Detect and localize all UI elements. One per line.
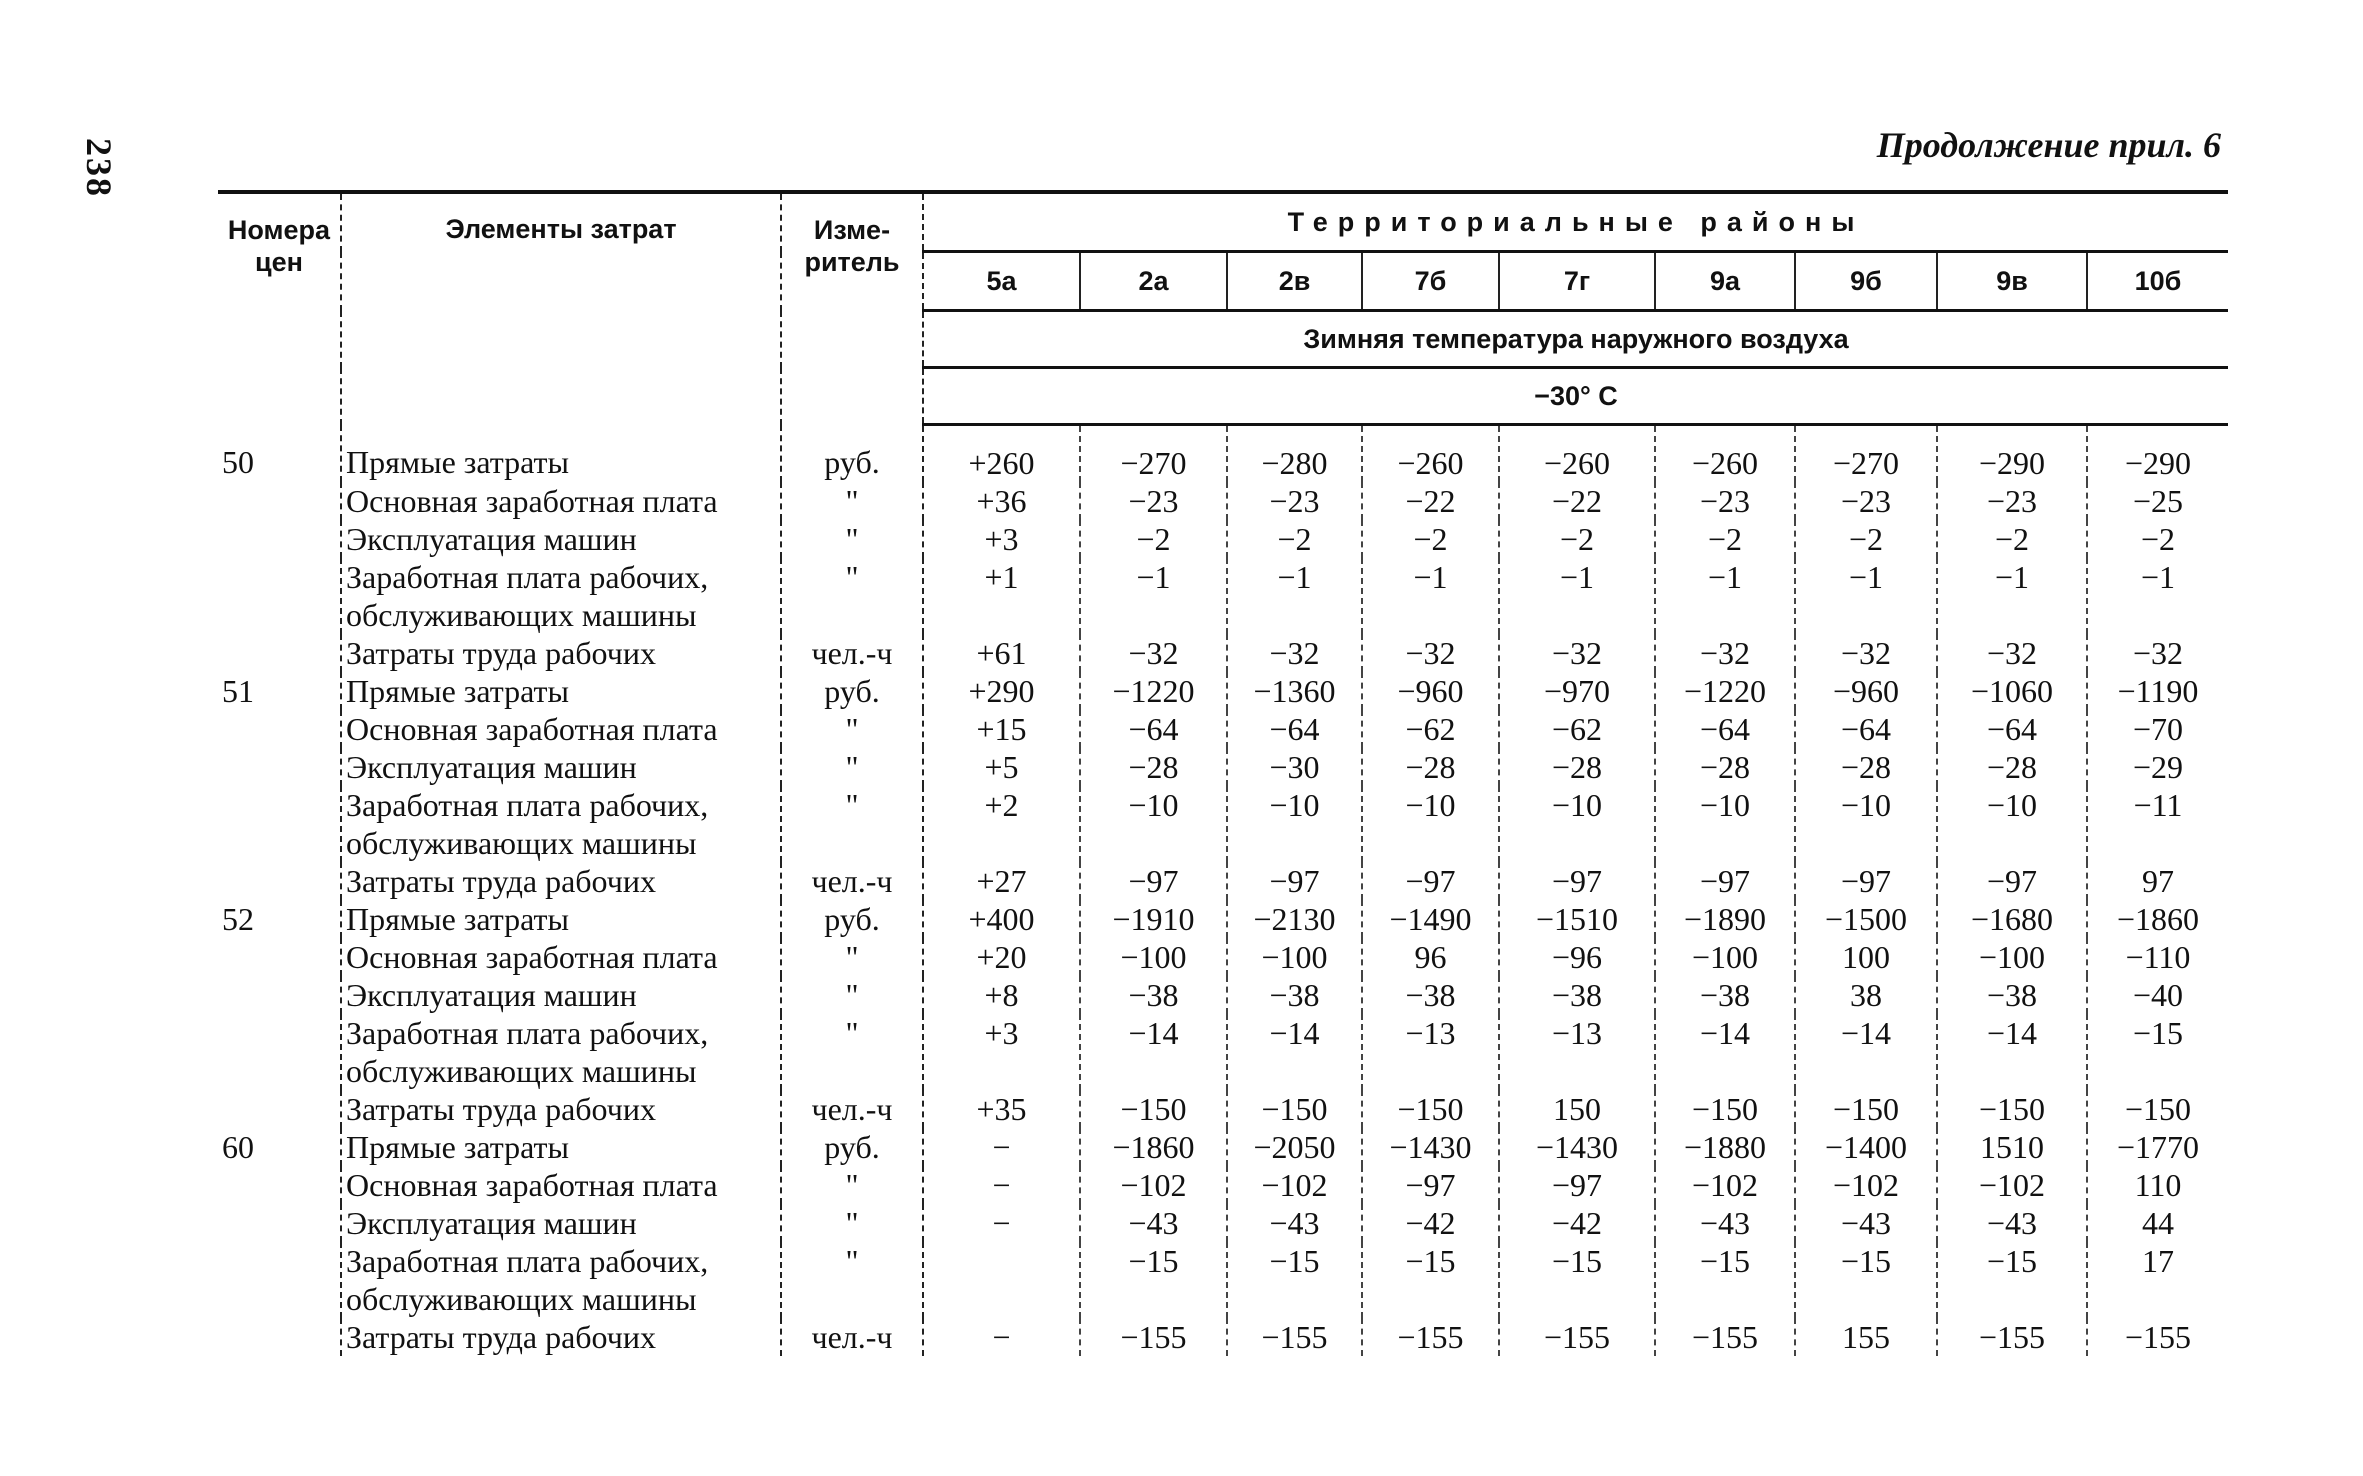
value-cell: −64 — [1080, 710, 1227, 748]
value-cell: 110 — [2134, 1167, 2182, 1203]
value-cell: −2 — [1362, 520, 1499, 558]
value-cell: −1 — [1499, 558, 1655, 634]
value-cell: − — [923, 1204, 1080, 1242]
value-cell: −43 — [1937, 1204, 2087, 1242]
value-cell: −150 — [1080, 1090, 1227, 1128]
value-cell: −32 — [1362, 634, 1499, 672]
value-cell: −30 — [1227, 748, 1362, 786]
value-cell: −102 — [1227, 1166, 1362, 1204]
value-cell: −22 — [1499, 482, 1655, 520]
value-cell: −14 — [1227, 1014, 1362, 1090]
price-number-cell — [218, 976, 341, 1014]
value-cell: −100 — [1937, 938, 2087, 976]
price-number-cell — [218, 1166, 341, 1204]
unit-cell: чел.-ч — [781, 1318, 923, 1356]
cost-table — [218, 190, 2228, 1356]
value-cell: −15 — [1227, 1242, 1362, 1318]
unit-cell: чел.-ч — [781, 634, 923, 672]
table-row — [218, 862, 2228, 900]
table-row — [218, 1242, 2228, 1318]
price-number-cell — [218, 520, 341, 558]
value-cell: −14 — [1937, 1014, 2087, 1090]
district-header: 7б — [1362, 252, 1499, 311]
value-cell: −1 — [1937, 558, 2087, 634]
value-cell: −102 — [1080, 1166, 1227, 1204]
value-cell: −155 — [2124, 1319, 2192, 1355]
value-cell: −1 — [1795, 558, 1937, 634]
value-cell: −38 — [1937, 976, 2087, 1014]
cost-element-cell: Эксплуатация машин — [341, 520, 781, 558]
value-cell: +20 — [923, 938, 1080, 976]
value-cell: −43 — [1080, 1204, 1227, 1242]
price-number-cell: 51 — [218, 672, 341, 710]
value-cell: −150 — [1655, 1090, 1795, 1128]
table-row — [218, 558, 2228, 634]
value-cell: +260 — [923, 425, 1080, 483]
table-row — [218, 748, 2228, 786]
value-cell: −62 — [1362, 710, 1499, 748]
value-cell: − — [923, 1318, 1080, 1356]
value-cell: −25 — [2132, 483, 2184, 519]
value-cell: −10 — [1080, 786, 1227, 862]
unit-cell: руб. — [781, 900, 923, 938]
page-number: 238 — [79, 138, 119, 198]
value-cell: −43 — [1795, 1204, 1937, 1242]
price-number-cell — [218, 1204, 341, 1242]
value-cell: −43 — [1655, 1204, 1795, 1242]
value-cell: −28 — [1655, 748, 1795, 786]
value-cell: −10 — [1795, 786, 1937, 862]
value-cell: −32 — [1227, 634, 1362, 672]
value-cell: −150 — [1362, 1090, 1499, 1128]
value-cell: −97 — [1499, 862, 1655, 900]
value-cell: −110 — [2125, 939, 2191, 975]
unit-cell: " — [781, 938, 923, 976]
value-cell: −1430 — [1362, 1128, 1499, 1166]
cost-element-cell: Прямые затраты — [341, 672, 781, 710]
value-cell: −270 — [1795, 425, 1937, 483]
value-cell: −15 — [1655, 1242, 1795, 1318]
price-number-cell — [218, 1318, 341, 1356]
value-cell: −1 — [2140, 559, 2176, 595]
value-cell: −28 — [1499, 748, 1655, 786]
value-cell: 96 — [1362, 938, 1499, 976]
value-cell: −64 — [1655, 710, 1795, 748]
table-header — [218, 192, 2228, 425]
unit-cell: " — [781, 482, 923, 520]
unit-cell: " — [781, 786, 923, 862]
value-cell: −10 — [1362, 786, 1499, 862]
price-number-cell — [218, 1014, 341, 1090]
value-cell: −15 — [1795, 1242, 1937, 1318]
table-body — [218, 425, 2228, 1357]
value-cell: −2 — [1795, 520, 1937, 558]
value-cell: −2 — [1080, 520, 1227, 558]
value-cell: 97 — [2142, 863, 2174, 899]
value-cell: −1400 — [1795, 1128, 1937, 1166]
value-cell: −28 — [1937, 748, 2087, 786]
header-price-numbers: Номера цен — [218, 192, 341, 425]
price-number-cell — [218, 938, 341, 976]
value-cell: −1360 — [1227, 672, 1362, 710]
table-row — [218, 710, 2228, 748]
table-row — [218, 900, 2228, 938]
value-cell: −42 — [1499, 1204, 1655, 1242]
value-cell: −23 — [1655, 482, 1795, 520]
price-number-cell — [218, 634, 341, 672]
price-number-cell: 50 — [218, 425, 341, 483]
value-cell: −10 — [1227, 786, 1362, 862]
value-cell: −23 — [1227, 482, 1362, 520]
value-cell: −15 — [1362, 1242, 1499, 1318]
value-cell: −14 — [1795, 1014, 1937, 1090]
value-cell: −102 — [1937, 1166, 2087, 1204]
unit-cell: " — [781, 520, 923, 558]
unit-cell: руб. — [781, 425, 923, 483]
unit-cell: чел.-ч — [781, 1090, 923, 1128]
cost-element-cell: Затраты труда рабочих — [341, 1090, 781, 1128]
value-cell: −100 — [1227, 938, 1362, 976]
value-cell: −2 — [1499, 520, 1655, 558]
header-unit: Изме-ритель — [781, 192, 923, 425]
price-number-cell — [218, 710, 341, 748]
value-cell: −1 — [1080, 558, 1227, 634]
value-cell: −155 — [1227, 1318, 1362, 1356]
value-cell: −23 — [1795, 482, 1937, 520]
value-cell: −1220 — [1080, 672, 1227, 710]
table-row — [218, 1204, 2228, 1242]
value-cell: 150 — [1499, 1090, 1655, 1128]
value-cell: −260 — [1655, 425, 1795, 483]
value-cell: −15 — [1499, 1242, 1655, 1318]
cost-element-cell: Прямые затраты — [341, 425, 781, 483]
price-number-cell — [218, 482, 341, 520]
price-number-cell: 60 — [218, 1128, 341, 1166]
value-cell: −15 — [1080, 1242, 1227, 1318]
value-cell: −1770 — [2116, 1129, 2200, 1165]
value-cell: −270 — [1080, 425, 1227, 483]
value-cell: −100 — [1655, 938, 1795, 976]
value-cell: −97 — [1937, 862, 2087, 900]
value-cell: −10 — [1499, 786, 1655, 862]
value-cell: 17 — [2142, 1243, 2174, 1279]
price-number-cell — [218, 786, 341, 862]
value-cell: −62 — [1499, 710, 1655, 748]
district-header: 5а — [923, 252, 1080, 311]
table-row — [218, 786, 2228, 862]
district-header: 9а — [1655, 252, 1795, 311]
value-cell: −38 — [1362, 976, 1499, 1014]
unit-cell: " — [781, 1204, 923, 1242]
value-cell: 155 — [1795, 1318, 1937, 1356]
cost-element-cell: Основная заработная плата — [341, 482, 781, 520]
value-cell: −102 — [1655, 1166, 1795, 1204]
value-cell: − — [923, 1166, 1080, 1204]
table-row — [218, 425, 2228, 483]
table-row — [218, 1090, 2228, 1128]
value-cell: −32 — [1655, 634, 1795, 672]
value-cell: −32 — [1080, 634, 1227, 672]
value-cell: −150 — [1937, 1090, 2087, 1128]
value-cell: −10 — [1937, 786, 2087, 862]
value-cell: −1510 — [1499, 900, 1655, 938]
value-cell: −1 — [1227, 558, 1362, 634]
value-cell: −64 — [1937, 710, 2087, 748]
value-cell: −22 — [1362, 482, 1499, 520]
value-cell: −28 — [1795, 748, 1937, 786]
table-row — [218, 938, 2228, 976]
value-cell: −28 — [1080, 748, 1227, 786]
value-cell: −150 — [1227, 1090, 1362, 1128]
value-cell: −960 — [1362, 672, 1499, 710]
unit-cell: руб. — [781, 672, 923, 710]
value-cell: −15 — [2132, 1015, 2184, 1051]
continuation-label: Продолжение прил. 6 — [1876, 125, 2221, 165]
value-cell: −280 — [1227, 425, 1362, 483]
value-cell: −97 — [1655, 862, 1795, 900]
value-cell: +15 — [923, 710, 1080, 748]
value-cell: −97 — [1227, 862, 1362, 900]
value-cell: −42 — [1362, 1204, 1499, 1242]
value-cell: −1060 — [1937, 672, 2087, 710]
value-cell: 1510 — [1937, 1128, 2087, 1166]
value-cell: −290 — [1937, 425, 2087, 483]
value-cell: −2 — [1937, 520, 2087, 558]
value-cell: −13 — [1499, 1014, 1655, 1090]
value-cell: −1 — [1655, 558, 1795, 634]
value-cell: −1890 — [1655, 900, 1795, 938]
value-cell: −15 — [1937, 1242, 2087, 1318]
cost-element-cell: Эксплуатация машин — [341, 976, 781, 1014]
value-cell: +3 — [923, 520, 1080, 558]
value-cell: −32 — [1795, 634, 1937, 672]
value-cell: −64 — [1227, 710, 1362, 748]
cost-element-cell: Заработная плата рабочих, обслуживающих машины — [341, 1242, 781, 1318]
cost-element-cell: Основная заработная плата — [341, 938, 781, 976]
value-cell: −1860 — [1080, 1128, 1227, 1166]
value-cell: −97 — [1362, 862, 1499, 900]
district-header: 2а — [1080, 252, 1227, 311]
value-cell: 38 — [1795, 976, 1937, 1014]
price-number-cell: 52 — [218, 900, 341, 938]
cost-element-cell: Заработная плата рабочих, обслуживающих машины — [341, 1014, 781, 1090]
cost-element-cell: Основная заработная плата — [341, 710, 781, 748]
value-cell: +8 — [923, 976, 1080, 1014]
cost-element-cell: Прямые затраты — [341, 1128, 781, 1166]
unit-cell: " — [781, 1242, 923, 1318]
value-cell: −102 — [1795, 1166, 1937, 1204]
header-territorial-districts: Территориальные районы — [923, 192, 2228, 252]
value-cell: −43 — [1227, 1204, 1362, 1242]
table-row — [218, 520, 2228, 558]
value-cell: −1 — [1362, 558, 1499, 634]
value-cell: −150 — [1795, 1090, 1937, 1128]
value-cell: −97 — [1795, 862, 1937, 900]
value-cell: −1860 — [2116, 901, 2200, 937]
value-cell: −155 — [1499, 1318, 1655, 1356]
value-cell: −97 — [1362, 1166, 1499, 1204]
value-cell: −155 — [1080, 1318, 1227, 1356]
value-cell: −155 — [1937, 1318, 2087, 1356]
unit-cell: " — [781, 1014, 923, 1090]
price-number-cell — [218, 1090, 341, 1128]
value-cell: −1500 — [1795, 900, 1937, 938]
value-cell: −97 — [1080, 862, 1227, 900]
value-cell: −23 — [1080, 482, 1227, 520]
value-cell: −1430 — [1499, 1128, 1655, 1166]
value-cell: −32 — [2132, 635, 2184, 671]
value-cell: −38 — [1655, 976, 1795, 1014]
value-cell: −290 — [2124, 445, 2192, 481]
value-cell: −14 — [1080, 1014, 1227, 1090]
price-number-cell — [218, 748, 341, 786]
value-cell: +3 — [923, 1014, 1080, 1090]
value-cell: +35 — [923, 1090, 1080, 1128]
cost-element-cell: Прямые затраты — [341, 900, 781, 938]
value-cell: −150 — [2124, 1091, 2192, 1127]
value-cell: − — [923, 1128, 1080, 1166]
unit-cell: " — [781, 558, 923, 634]
district-header: 9в — [1937, 252, 2087, 311]
value-cell: +5 — [923, 748, 1080, 786]
value-cell: −970 — [1499, 672, 1655, 710]
value-cell: −1880 — [1655, 1128, 1795, 1166]
value-cell: −2050 — [1227, 1128, 1362, 1166]
value-cell: −260 — [1499, 425, 1655, 483]
table-row — [218, 976, 2228, 1014]
value-cell — [923, 1242, 1080, 1318]
price-number-cell — [218, 558, 341, 634]
value-cell: −40 — [2132, 977, 2184, 1013]
value-cell: −13 — [1362, 1014, 1499, 1090]
value-cell: −38 — [1227, 976, 1362, 1014]
cost-element-cell: Затраты труда рабочих — [341, 862, 781, 900]
value-cell: −2 — [1227, 520, 1362, 558]
district-header: 7г — [1499, 252, 1655, 311]
value-cell: +400 — [923, 900, 1080, 938]
price-number-cell — [218, 1242, 341, 1318]
value-cell: −64 — [1795, 710, 1937, 748]
unit-cell: " — [781, 710, 923, 748]
value-cell: −10 — [1655, 786, 1795, 862]
value-cell: −2130 — [1227, 900, 1362, 938]
unit-cell: руб. — [781, 1128, 923, 1166]
district-header: 10б — [2087, 252, 2228, 311]
value-cell: +290 — [923, 672, 1080, 710]
table-row — [218, 1128, 2228, 1166]
value-cell: −32 — [1937, 634, 2087, 672]
value-cell: +2 — [923, 786, 1080, 862]
table-row — [218, 482, 2228, 520]
value-cell: −100 — [1080, 938, 1227, 976]
value-cell: −960 — [1795, 672, 1937, 710]
table-row — [218, 1318, 2228, 1356]
table-row — [218, 1014, 2228, 1090]
table-row — [218, 1166, 2228, 1204]
cost-element-cell: Заработная плата рабочих, обслуживающих машины — [341, 558, 781, 634]
value-cell: −155 — [1655, 1318, 1795, 1356]
cost-element-cell: Заработная плата рабочих, обслуживающих машины — [341, 786, 781, 862]
cost-element-cell: Затраты труда рабочих — [341, 634, 781, 672]
value-cell: −1490 — [1362, 900, 1499, 938]
value-cell: +61 — [923, 634, 1080, 672]
value-cell: −11 — [2133, 787, 2183, 823]
value-cell: −14 — [1655, 1014, 1795, 1090]
district-header: 2в — [1227, 252, 1362, 311]
value-cell: −1680 — [1937, 900, 2087, 938]
unit-cell: " — [781, 976, 923, 1014]
value-cell: −1190 — [2117, 673, 2199, 709]
value-cell: +27 — [923, 862, 1080, 900]
value-cell: 44 — [2142, 1205, 2174, 1241]
value-cell: −260 — [1362, 425, 1499, 483]
cost-element-cell: Эксплуатация машин — [341, 748, 781, 786]
value-cell: +1 — [923, 558, 1080, 634]
value-cell: −38 — [1499, 976, 1655, 1014]
unit-cell: " — [781, 1166, 923, 1204]
value-cell: 100 — [1795, 938, 1937, 976]
header-winter-temperature: Зимняя температура наружного воздуха — [923, 311, 2228, 368]
value-cell: −1220 — [1655, 672, 1795, 710]
value-cell: −96 — [1499, 938, 1655, 976]
value-cell: +36 — [923, 482, 1080, 520]
header-temperature-value: −30° С — [923, 368, 2228, 425]
value-cell: −29 — [2132, 749, 2184, 785]
value-cell: −1910 — [1080, 900, 1227, 938]
value-cell: −2 — [1655, 520, 1795, 558]
value-cell: −70 — [2132, 711, 2184, 747]
value-cell: −155 — [1362, 1318, 1499, 1356]
cost-element-cell: Основная заработная плата — [341, 1166, 781, 1204]
header-cost-elements: Элементы затрат — [341, 192, 781, 425]
table-row — [218, 672, 2228, 710]
value-cell: −32 — [1499, 634, 1655, 672]
price-number-cell — [218, 862, 341, 900]
value-cell: −28 — [1362, 748, 1499, 786]
table-row — [218, 634, 2228, 672]
unit-cell: чел.-ч — [781, 862, 923, 900]
value-cell: −23 — [1937, 482, 2087, 520]
value-cell: −2 — [2140, 521, 2176, 557]
cost-element-cell: Эксплуатация машин — [341, 1204, 781, 1242]
value-cell: −38 — [1080, 976, 1227, 1014]
value-cell: −97 — [1499, 1166, 1655, 1204]
unit-cell: " — [781, 748, 923, 786]
district-header: 9б — [1795, 252, 1937, 311]
cost-element-cell: Затраты труда рабочих — [341, 1318, 781, 1356]
